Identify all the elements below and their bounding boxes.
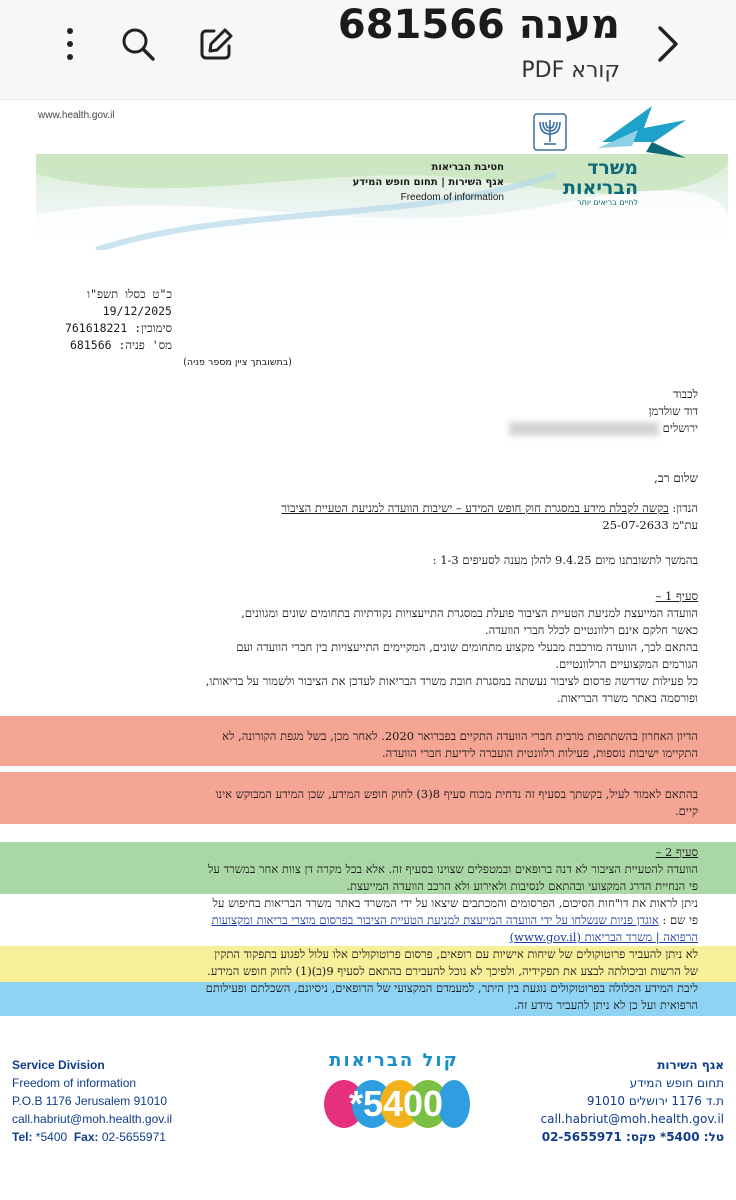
department-line: Freedom of information (400, 192, 504, 203)
search-icon[interactable] (116, 22, 160, 66)
footer-email: call.habriut@moh.health.gov.il (540, 1112, 724, 1126)
reference-number: סימוכין: 761618221 (64, 321, 172, 335)
section-1 (8, 588, 698, 707)
paragraph-line: הוועדה המייעצת למניעת הטעיית הציבור פועלת במסגרת התייעצויות נקודתיות בתחומים שונים ומגוונים, (241, 606, 698, 620)
kol-habriut-number: *5400 (348, 1083, 444, 1124)
paragraph-line: פי שם : אוגדן פניות שנשלחו על ידי הוועדה המייעצת למניעת הטעיית הציבור בפרסום מוצרי בריאות ומקצועות (211, 913, 698, 927)
state-emblem-icon (528, 110, 572, 154)
section-1-heading: סעיף 1 – (655, 589, 698, 603)
section-2 (8, 844, 698, 1014)
hebrew-date: כ"ט כסלו תשפ"ו (87, 287, 172, 301)
paragraph-line: קיים. (674, 804, 698, 818)
footer-hebrew (541, 1056, 724, 1146)
footer-line: P.O.B 1176 Jerusalem 91010 (12, 1094, 167, 1108)
red-paragraph-2 (8, 786, 698, 820)
footer-line: תחום חופש המידע (629, 1076, 724, 1090)
footer-line: Freedom of information (12, 1076, 137, 1090)
subject-text: בקשה לקבלת מידע במסגרת חוק חופש המידע – ישיבות הוועדה למניעת הטעיית הציבור (281, 501, 669, 515)
chevron-right-icon[interactable] (646, 22, 690, 66)
edit-icon[interactable] (194, 22, 238, 66)
footer-title: אגף השירות (657, 1058, 724, 1072)
paragraph-line: הוועדה להטעיית הציבור לא דנה ברופאים ובמטפלים שצוינו בסעיף זה. אלא בכל מקרה דן צוות אחר במשרד על (208, 862, 698, 876)
footer-phones: טל: 5400* פקס: 02-5655971 (541, 1130, 724, 1144)
paragraph-line: של הרשות וביכולתה לבצע את תפקידיה, ולפיכך לא נוכל להעבירם בהתאם לסעיף 9(ב)(1) לחוק חופש המידע. (207, 964, 698, 978)
subject-prefix: הנדון: (668, 501, 698, 515)
kol-habriut-title: קול הבריאות (329, 1050, 459, 1071)
paragraph-line: כל פעילות שדרשה פרסום לציבור נעשתה במסגרת חובת משרד הבריאות לעדכן את הציבור ולשמור על בריאותו, (205, 674, 698, 688)
paragraph-line: לא ניתן להעביר פרוטוקולים של שיחות אישיות עם רופאים, פרסום פרוטוקולים אלו עלול לפגוע בתפקוד התקין (214, 947, 698, 961)
website-url: www.health.gov.il (38, 110, 115, 121)
department-block (353, 160, 504, 205)
paragraph-line: פי הנחיית הדרג המקצועי ובהתאם לנסיבות ולאירוע ולא הרכב הוועדה המייעצת. (346, 879, 698, 893)
paragraph-line: ליבת המידע הכלולה בפרוטוקולים נוגעת בין היתר, למעמדם המקצועי של הרופאים, ניסיונם, השכלתם ופעילותם (205, 981, 698, 995)
department-line: אגף השירות | תחום חופש המידע (352, 177, 504, 188)
reference-link[interactable]: אוגדן פניות שנשלחו על ידי הוועדה המייעצת למניעת הטעיית הציבור בפרסום מוצרי בריאות ומקצועות (211, 913, 659, 927)
paragraph-line: כאשר חלקם אינם רלוונטיים לכלל חברי הוועדה. (485, 623, 698, 637)
paragraph-line: בהתאם לכך, הוועדה מורכבת מבעלי מקצוע מתחומים שונים, המקיימים התייעצויות בין חברי הוועדה ועם (236, 640, 698, 654)
ministry-name (558, 158, 638, 207)
ministry-title: משרד הבריאות (562, 157, 638, 199)
footer-title: Service Division (12, 1058, 105, 1072)
subject-block (281, 500, 698, 534)
paragraph-line (8, 929, 698, 946)
page-subtitle: קורא PDF (521, 58, 620, 83)
paragraph-line: הדיון האחרון בהשתתפות מרבית חברי הוועדה התקיים בפברואר 2020. לאחר מכן, בשל מגפת הקורונה, לא (222, 729, 698, 743)
greeting: שלום רב, (654, 471, 698, 485)
recipient-city: ירושלים (509, 420, 698, 437)
gregorian-date: 19/12/2025 (102, 304, 172, 318)
subject-ref: עת"מ 25-07-2633 (602, 518, 698, 532)
paragraph-line: הגורמים המקצועיים הרלוונטיים. (555, 657, 698, 671)
paragraph-line: הרפואית ועל כן לא ניתן להעביר מידע זה. (513, 998, 698, 1012)
recipient-name: דוד שולדמן (648, 404, 698, 418)
recipient-block (509, 386, 698, 437)
paragraph-line: בהתאם לאמור לעיל, בקשתך בסעיף זה נדחית מכוח סעיף 8(3) לחוק חופש המידע, שכן המידע המבוקש אינו (215, 787, 698, 801)
red-paragraph-1 (8, 728, 698, 762)
section-2-heading: סעיף 2 – (655, 845, 698, 859)
redacted-address (509, 422, 659, 436)
ministry-tagline: לחיים בריאים יותר (577, 198, 638, 207)
letter-meta (64, 286, 292, 371)
meta-note: (בתשובתך ציין מספר פניה) (183, 357, 292, 368)
footer-phones: Tel: *5400 Fax: 02-5655971 (12, 1130, 166, 1144)
footer-email: call.habriut@moh.health.gov.il (12, 1112, 173, 1126)
page-title: מענה 681566 (337, 2, 620, 48)
request-number: מס' פניה: 681566 (70, 338, 172, 352)
reference-link[interactable]: הרפואה | משרד הבריאות (www.gov.il) (509, 930, 698, 944)
paragraph-line: ופורסמה באתר משרד הבריאות. (556, 691, 698, 705)
app-bar (0, 0, 736, 100)
recipient-line: לכבוד (672, 387, 698, 401)
more-vertical-icon[interactable] (52, 24, 88, 64)
department-line: חטיבת הבריאות (431, 162, 504, 173)
pdf-page[interactable] (0, 100, 736, 1200)
footer-line: ת.ד 1176 ירושלים 91010 (586, 1094, 724, 1108)
intro-paragraph: בהמשך לתשובתנו מיום 9.4.25 להלן מענה לסעיפים 1-3 : (432, 553, 698, 567)
footer-english (12, 1056, 172, 1146)
kol-habriut-logo (322, 1074, 470, 1132)
paragraph-line: ניתן לראות את דו"חות הסיכום, הפרסומים והמכתבים שיצאו על ידי המשרד באתר משרד הבריאות בחיפוש על (212, 896, 698, 910)
paragraph-line: התקיימו ישיבות נוספות, פעילות רלוונטית הועברה לידיעת חברי הוועדה. (381, 746, 698, 760)
